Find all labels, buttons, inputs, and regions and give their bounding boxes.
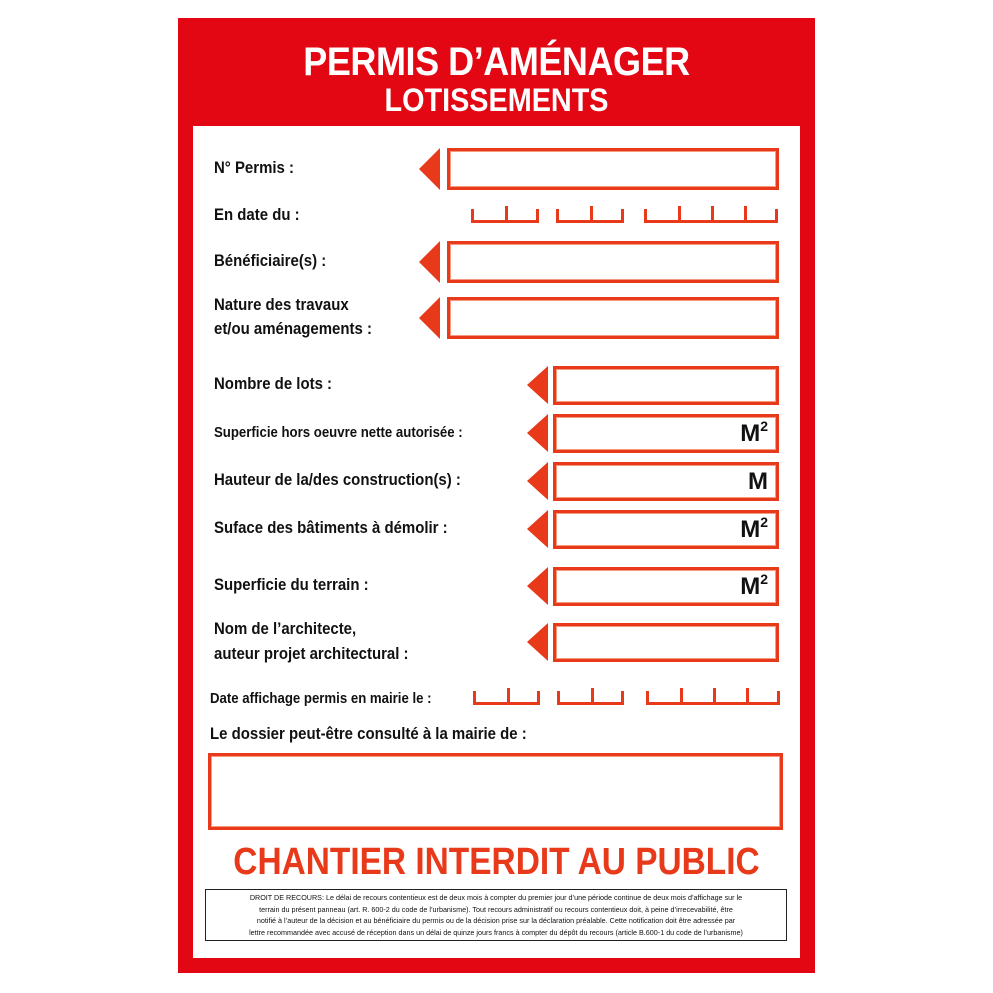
posting-date-day-boxes[interactable]	[473, 691, 540, 705]
legal-line: lettre recommandée avec accusé de réception dans un délai de quinze jours francs à compter du dépôt du recours (article B.600-1 du code de l’urbanisme)	[249, 927, 743, 937]
label-work-nature-line2: et/ou aménagements :	[214, 319, 372, 338]
legal-line: terrain du présent panneau (art. R. 600-2 du code de l’urbanisme). Tout recours administratif ou recours contentieux doit, à peine d’irrecevabilité, être	[259, 904, 733, 914]
label-land-area: Superficie du terrain :	[214, 575, 369, 594]
label-architect-line2: auteur projet architectural :	[214, 644, 409, 663]
sign-title: PERMIS D’AMÉNAGER	[303, 40, 690, 84]
form-panel	[193, 126, 800, 958]
unit-meters: M	[748, 467, 768, 495]
land-area-field[interactable]	[553, 567, 779, 606]
label-date: En date du :	[214, 205, 300, 224]
sign-subtitle: LOTISSEMENTS	[384, 82, 609, 118]
legal-line: DROIT DE RECOURS: Le délai de recours contentieux est de deux mois à compter du premier jour d’une période continue de deux mois d’affichage sur le	[249, 893, 743, 902]
arrow-pointer-icon	[527, 462, 548, 500]
permit-sign	[178, 18, 815, 973]
arrow-pointer-icon	[527, 623, 548, 661]
arrow-pointer-icon	[419, 297, 440, 339]
label-net-floor-area: Superficie hors oeuvre nette autorisée :	[214, 424, 463, 441]
posting-date-year-boxes[interactable]	[646, 691, 780, 705]
permit-number-field[interactable]	[447, 148, 779, 190]
label-lot-count: Nombre de lots :	[214, 374, 333, 393]
arrow-pointer-icon	[527, 567, 548, 605]
net-floor-area-field[interactable]	[553, 414, 779, 453]
date-day-boxes[interactable]	[471, 209, 539, 223]
arrow-pointer-icon	[527, 510, 548, 548]
demolition-area-field[interactable]	[553, 510, 779, 549]
warning-banner: CHANTIER INTERDIT AU PUBLIC	[233, 841, 760, 883]
work-nature-field[interactable]	[447, 297, 779, 339]
unit-square-meters: $M^2$	[740, 417, 768, 447]
arrow-pointer-icon	[419, 241, 440, 283]
label-beneficiary: Bénéficiaire(s) :	[214, 251, 327, 270]
legal-line: notifié à l’auteur de la décision et au bénéficiaire du permis ou de la décision prise sur la déclaration préalable. Cette notification doit être adressée par	[256, 916, 736, 925]
label-height: Hauteur de la/des construction(s) :	[214, 470, 461, 489]
arrow-pointer-icon	[527, 366, 548, 404]
label-demolition-area: Suface des bâtiments à démolir :	[214, 518, 448, 537]
lot-count-field[interactable]	[553, 366, 779, 405]
date-month-boxes[interactable]	[556, 209, 624, 223]
label-permit-number: N° Permis :	[214, 158, 294, 177]
arrow-pointer-icon	[527, 414, 548, 452]
label-work-nature-line1: Nature des travaux	[214, 295, 349, 314]
height-field[interactable]	[553, 462, 779, 501]
posting-date-month-boxes[interactable]	[557, 691, 624, 705]
label-architect-line1: Nom de l’architecte,	[214, 619, 357, 638]
architect-field[interactable]	[553, 623, 779, 662]
label-consultation-town: Le dossier peut-être consulté à la mairie de :	[210, 724, 527, 743]
unit-square-meters: $M^2$	[740, 513, 768, 543]
unit-square-meters: $M^2$	[740, 570, 768, 600]
arrow-pointer-icon	[419, 148, 440, 190]
date-year-boxes[interactable]	[644, 209, 778, 223]
consultation-town-field[interactable]	[208, 753, 783, 830]
label-posting-date: Date affichage permis en mairie le :	[210, 690, 432, 707]
legal-notice	[205, 889, 787, 941]
beneficiary-field[interactable]	[447, 241, 779, 283]
